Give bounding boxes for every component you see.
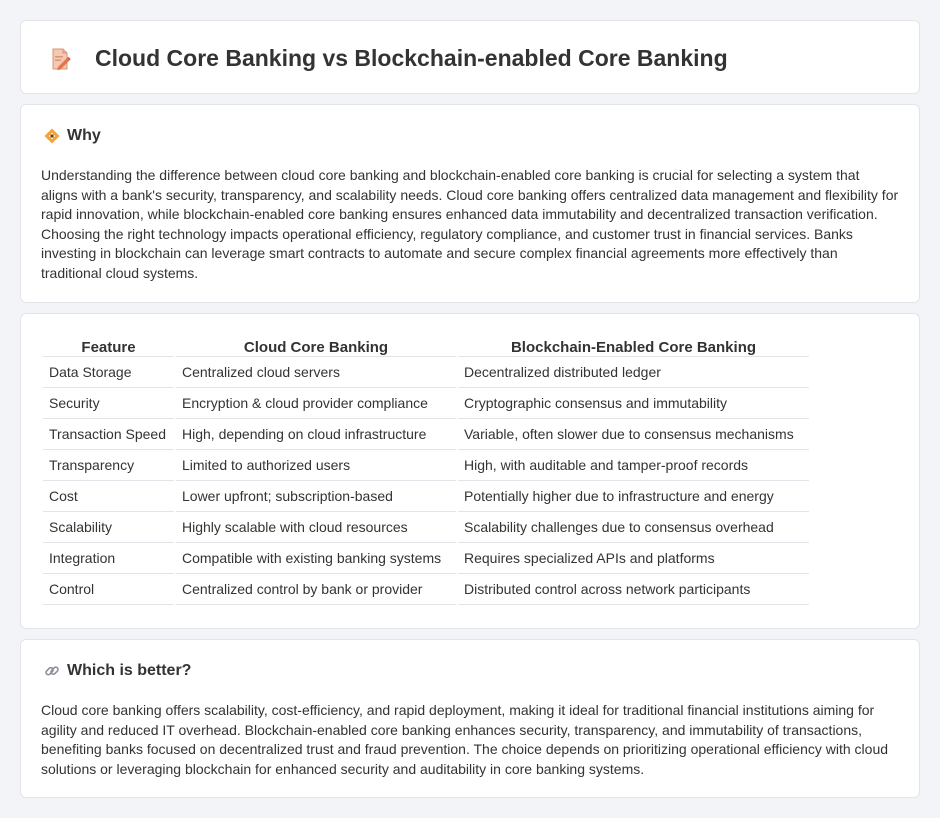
- cloud-cell: Centralized cloud servers: [176, 357, 456, 388]
- column-header-blockchain: Blockchain-Enabled Core Banking: [458, 336, 809, 357]
- blockchain-cell: High, with auditable and tamper-proof records: [458, 450, 809, 481]
- blockchain-cell: Scalability challenges due to consensus overhead: [458, 512, 809, 543]
- blockchain-cell: Distributed control across network participants: [458, 574, 809, 605]
- diamond-warning-icon: [43, 127, 61, 145]
- table-row: [43, 450, 809, 481]
- comparison-table: [41, 336, 811, 605]
- feature-cell: Data Storage: [43, 357, 174, 388]
- column-header-cloud: Cloud Core Banking: [176, 336, 456, 357]
- cloud-cell: High, depending on cloud infrastructure: [176, 419, 456, 450]
- column-header-feature: Feature: [43, 336, 174, 357]
- why-heading: [43, 127, 101, 145]
- feature-cell: Security: [43, 388, 174, 419]
- table-row: [43, 543, 809, 574]
- cloud-cell: Centralized control by bank or provider: [176, 574, 456, 605]
- feature-cell: Integration: [43, 543, 174, 574]
- cloud-cell: Encryption & cloud provider compliance: [176, 388, 456, 419]
- better-heading: [43, 662, 191, 680]
- cloud-cell: Lower upfront; subscription-based: [176, 481, 456, 512]
- feature-cell: Control: [43, 574, 174, 605]
- table-row: [43, 357, 809, 388]
- title-row: [47, 45, 728, 72]
- blockchain-cell: Decentralized distributed ledger: [458, 357, 809, 388]
- why-title: Why: [67, 127, 101, 144]
- link-icon: [43, 662, 61, 680]
- cloud-cell: Compatible with existing banking systems: [176, 543, 456, 574]
- header-card: [20, 20, 920, 94]
- blockchain-cell: Potentially higher due to infrastructure and energy: [458, 481, 809, 512]
- blockchain-cell: Cryptographic consensus and immutability: [458, 388, 809, 419]
- comparison-section: [20, 313, 920, 629]
- blockchain-cell: Requires specialized APIs and platforms: [458, 543, 809, 574]
- why-text: Understanding the difference between cloud core banking and blockchain-enabled core banking is crucial for selecting a system that aligns with a bank's security, transparency, and scalability needs. Cloud core banking offers centralized data management and flexibility for rapid innovation, while blockchain-enabled core banking ensures enhanced data immutability and decentralized transaction verification. Choosing the right technology impacts operational efficiency, regulatory compliance, and customer trust in financial services. Banks investing in blockchain can leverage smart contracts to automate and secure complex financial agreements more effectively than traditional cloud systems.: [41, 167, 899, 281]
- which-is-better-section: [20, 639, 920, 798]
- cloud-cell: Limited to authorized users: [176, 450, 456, 481]
- better-title: Which is better?: [67, 662, 192, 679]
- document-pencil-icon: [47, 46, 73, 72]
- cloud-cell: Highly scalable with cloud resources: [176, 512, 456, 543]
- table-header-row: [43, 336, 809, 357]
- blockchain-cell: Variable, often slower due to consensus mechanisms: [458, 419, 809, 450]
- feature-cell: Transparency: [43, 450, 174, 481]
- feature-cell: Transaction Speed: [43, 419, 174, 450]
- table-row: [43, 574, 809, 605]
- feature-cell: Cost: [43, 481, 174, 512]
- table-row: [43, 419, 809, 450]
- table-row: [43, 481, 809, 512]
- why-section: [20, 104, 920, 303]
- table-row: [43, 388, 809, 419]
- page-title: Cloud Core Banking vs Blockchain-enabled Core Banking: [95, 45, 728, 71]
- feature-cell: Scalability: [43, 512, 174, 543]
- table-row: [43, 512, 809, 543]
- better-text: Cloud core banking offers scalability, cost-efficiency, and rapid deployment, making it ideal for traditional financial institutions aiming for agility and reduced IT overhead. Blockchain-enabled core banking enhances security, transparency, and immutability of transactions, benefiting banks focused on decentralized trust and fraud prevention. The choice depends on prioritizing operational efficiency with cloud solutions or leveraging blockchain for enhanced security and auditability in core banking systems.: [41, 702, 889, 777]
